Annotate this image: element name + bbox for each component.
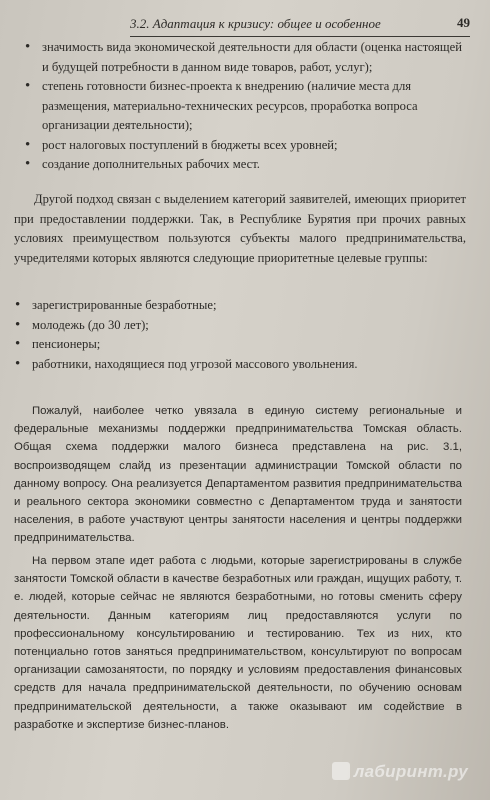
- labirint-logo-icon: [332, 762, 350, 780]
- watermark: [332, 762, 468, 782]
- list-item: • зарегистрированные безработные;: [12, 296, 462, 316]
- page-number: 49: [457, 15, 470, 30]
- list-item: • степень готовности бизнес-проекта к внедрению (наличие места для размещения, материально-технических ресурсов, проработка вопроса организации деятельности);: [22, 77, 462, 136]
- list-item: • работники, находящиеся под угрозой массового увольнения.: [12, 355, 462, 375]
- list-item: • молодежь (до 30 лет);: [12, 316, 462, 336]
- watermark-text: лабиринт.ру: [353, 762, 468, 781]
- header-title: 3.2. Адаптация к кризису: общее и особенное: [130, 16, 381, 31]
- priority-groups-list: [12, 296, 462, 374]
- paragraph-tomsk: Пожалуй, наиболее четко увязала в единую систему региональные и федеральные механизмы поддержки предпринимательства Томская область. Общая схема поддержки малого бизнеса представлена на рис. 3.1, воспроизводящем слайд из презентации администрации Томской области по данному вопросу. Она реализуется Департаментом развития предпринимательства и реального сектора экономики совместно с Департаментом труда и занятости населения, в работе участвуют центры занятости населения и центры поддержки предпринимательства.: [14, 405, 462, 545]
- list-item: • рост налоговых поступлений в бюджеты всех уровней;: [22, 136, 462, 156]
- running-header: [130, 14, 470, 37]
- list-item: • создание дополнительных рабочих мест.: [22, 155, 462, 175]
- paragraph-priority-groups: Другой подход связан с выделением категорий заявителей, имеющих приоритет при предоставлении поддержки. Так, в Республике Бурятия при прочих равных условиях преимуществом пользуются субъекты малого предпринимательства, учредителями которых являются следующие приоритетные целевые группы:: [14, 192, 466, 265]
- list-item: • пенсионеры;: [12, 335, 462, 355]
- paragraph-first-stage: На первом этапе идет работа с людьми, которые зарегистрированы в службе занятости Томской области в качестве безработных или граждан, ищущих работу, т. е. людей, которые сейчас не являются безработными, но готовы сменить сферу деятельности. Данным категориям лиц предоставляются услуги по профессиональному консультированию и тестированию. Тех из них, кто потенциально готов заняться предпринимательством, консультируют по вопросам организации самозанятости, по порядку и условиям предоставления финансовых средств для начала предпринимательской деятельности, по обучению основам предпринимательской деятельности, а также оказывают им содействие в разработке и экспертизе бизнес-планов.: [14, 555, 462, 731]
- criteria-list: [22, 38, 462, 175]
- list-item: • значимость вида экономической деятельности для области (оценка настоящей и будущей потребности в данном виде товаров, работ, услуг);: [22, 38, 462, 77]
